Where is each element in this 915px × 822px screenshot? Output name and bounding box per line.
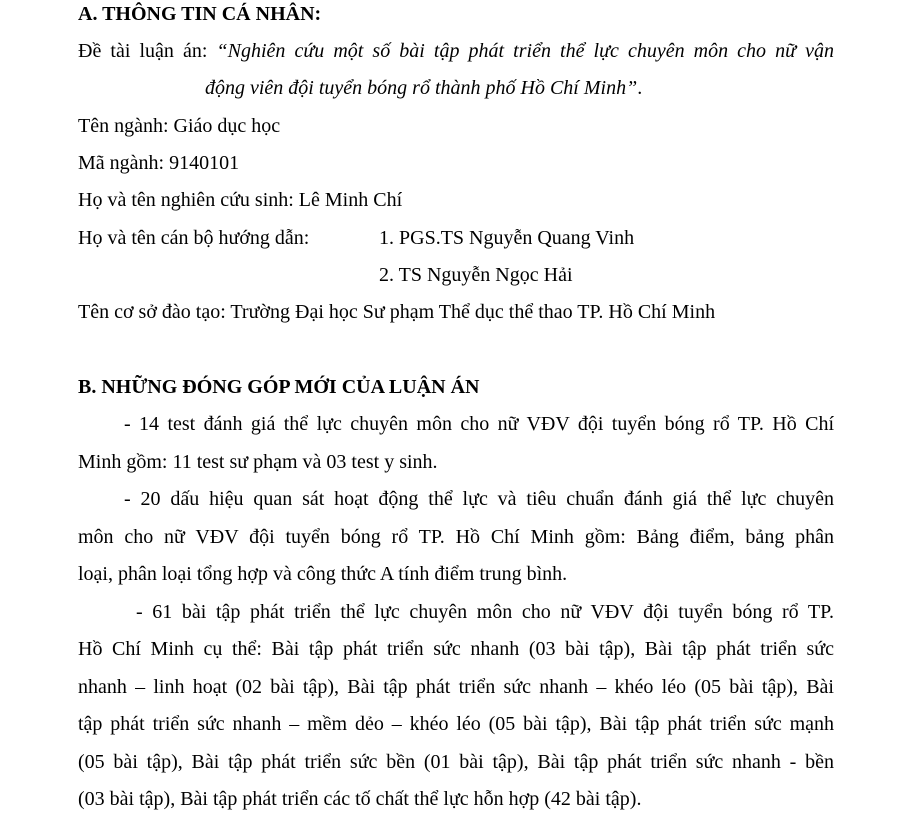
p2-line-3: loại, phân loại tổng hợp và công thức A tính điểm trung bình. xyxy=(78,563,568,585)
major: Tên ngành: Giáo dục học xyxy=(78,115,281,137)
p3-line-3: nhanh – linh hoạt (02 bài tập), Bài tập phát triển sức nhanh – khéo léo (05 bài tập), Bài xyxy=(78,676,834,698)
topic-end: . xyxy=(637,77,643,99)
section-b-heading: B. NHỮNG ĐÓNG GÓP MỚI CỦA LUẬN ÁN xyxy=(78,376,480,398)
p2-line-2: môn cho nữ VĐV đội tuyển bóng rổ TP. Hồ Chí Minh gồm: Bảng điểm, bảng phân xyxy=(78,526,834,548)
topic-line-2 xyxy=(205,76,805,100)
p1-line-2: Minh gồm: 11 test sư phạm và 03 test y sinh. xyxy=(78,451,438,473)
p3-line-2: Hồ Chí Minh cụ thể: Bài tập phát triển sức nhanh (03 bài tập), Bài tập phát triển sức xyxy=(78,638,834,660)
researcher: Họ và tên nghiên cứu sinh: Lê Minh Chí xyxy=(78,189,403,211)
section-a-heading: A. THÔNG TIN CÁ NHÂN: xyxy=(78,3,322,25)
p3-line-6: (03 bài tập), Bài tập phát triển các tố chất thể lực hỗn hợp (42 bài tập). xyxy=(78,788,642,810)
major-code: Mã ngành: 9140101 xyxy=(78,152,240,174)
supervisor-1: 1. PGS.TS Nguyễn Quang Vinh xyxy=(379,227,635,249)
p3-line-5: (05 bài tập), Bài tập phát triển sức bền (01 bài tập), Bài tập phát triển sức nhanh - bền xyxy=(78,751,834,773)
institution: Tên cơ sở đào tạo: Trường Đại học Sư phạm Thể dục thể thao TP. Hồ Chí Minh xyxy=(78,301,716,323)
topic-line-1 xyxy=(78,39,834,63)
supervisor-2: 2. TS Nguyễn Ngọc Hải xyxy=(379,264,573,286)
supervisor-label: Họ và tên cán bộ hướng dẫn: xyxy=(78,227,310,249)
p2-line-1: - 20 dấu hiệu quan sát hoạt động thể lực và tiêu chuẩn đánh giá thể lực chuyên xyxy=(124,488,834,510)
p3-line-1: - 61 bài tập phát triển thể lực chuyên môn cho nữ VĐV đội tuyển bóng rổ TP. xyxy=(136,601,834,623)
topic-title-line-1: “Nghiên cứu một số bài tập phát triển thể lực chuyên môn cho nữ vận xyxy=(216,40,835,62)
p1-line-1: - 14 test đánh giá thể lực chuyên môn cho nữ VĐV đội tuyển bóng rổ TP. Hồ Chí xyxy=(124,413,834,435)
topic-title-line-2: động viên đội tuyển bóng rổ thành phố Hồ Chí Minh” xyxy=(205,77,638,99)
topic-label: Đề tài luận án: xyxy=(78,40,217,62)
p3-line-4: tập phát triển sức nhanh – mềm dẻo – khéo léo (05 bài tập), Bài tập phát triển sức mạnh xyxy=(78,713,834,735)
